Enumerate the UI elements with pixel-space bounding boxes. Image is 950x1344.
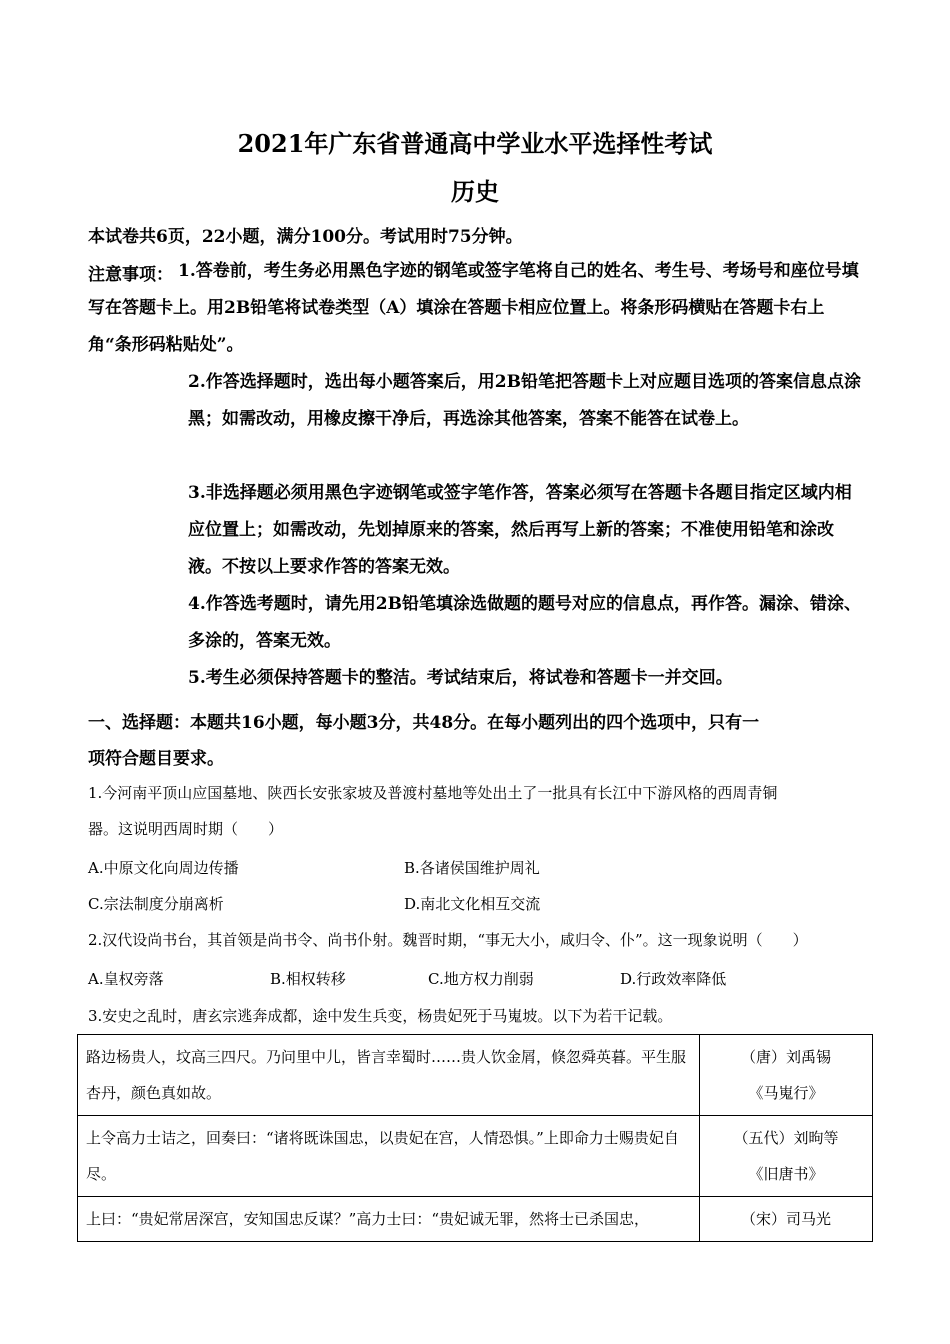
section-heading-line1: 一、选择题：本题共16小题，每小题3分，共48分。在每小题列出的四个选项中，只有一 — [88, 713, 760, 733]
record-text: 路边杨贵人，坟高三四尺。乃问里中儿，皆言幸蜀时……贵人饮金屑，倏忽舜英暮。平生服杏丹，颜色真如故。 — [78, 1035, 700, 1116]
q1-option-c[interactable]: C.宗法制度分崩离析 — [88, 895, 224, 913]
record-text: 上曰：“贵妃常居深宫，安知国忠反谋？”高力士曰：“贵妃诚无罪，然将士已杀国忠， — [78, 1197, 700, 1242]
exam-title: 2021年广东省普通高中学业水平选择性考试 — [237, 129, 713, 158]
record-text: 上令高力士诘之，回奏曰：“诸将既诛国忠，以贵妃在宫，人情恐惧。”上即命力士赐贵妃自尽。 — [78, 1116, 700, 1197]
q3-stem: 3.安史之乱时，唐玄宗逃奔成都，途中发生兵变，杨贵妃死于马嵬坡。以下为若干记载。 — [88, 1007, 673, 1025]
table-row — [78, 1116, 873, 1197]
q1-stem-line1: 1.今河南平顶山应国墓地、陕西长安张家坡及普渡村墓地等处出土了一批具有长江中下游风格的西周青铜 — [88, 784, 778, 802]
q1-option-d[interactable]: D.南北文化相互交流 — [404, 895, 541, 913]
record-author: （唐）刘禹锡 — [740, 1048, 831, 1066]
record-source — [700, 1197, 873, 1242]
notice-item-3: 3.非选择题必须用黑色字迹钢笔或签字笔作答，答案必须写在答题卡各题目指定区域内相应位置上；如需改动，先划掉原来的答案，然后再写上新的答案；不准使用铅笔和涂改液。不按以上要求作答的答案无效。 — [188, 483, 852, 577]
notice-text-1: 1.答卷前，考生务必用黑色字迹的钢笔或签字笔将自己的姓名、考生号、考场号和座位号填写在答题卡上。用2B铅笔将试卷类型（A）填涂在答题卡相应位置上。将条形码横贴在答题卡右上角“条形码粘贴处”。 — [88, 261, 859, 355]
q1-stem-line2: 器。这说明西周时期（ ） — [88, 820, 284, 838]
exam-intro: 本试卷共6页，22小题，满分100分。考试用时75分钟。 — [88, 227, 523, 247]
record-work: 《旧唐书》 — [748, 1165, 824, 1183]
q2-stem: 2.汉代设尚书台，其首领是尚书令、尚书仆射。魏晋时期，“事无大小，咸归令、仆”。这一现象说明（ ） — [88, 931, 808, 949]
record-source — [700, 1035, 873, 1116]
table-row — [78, 1197, 873, 1242]
q3-records-table — [77, 1034, 873, 1242]
notice-item-4: 4.作答选考题时，请先用2B铅笔填涂选做题的题号对应的信息点，再作答。漏涂、错涂、多涂的，答案无效。 — [188, 594, 861, 651]
q2-option-d[interactable]: D.行政效率降低 — [620, 970, 727, 988]
section-heading-line2: 项符合题目要求。 — [88, 749, 224, 769]
notice-item-2: 2.作答选择题时，选出每小题答案后，用2B铅笔把答题卡上对应题目选项的答案信息点涂黑；如需改动，用橡皮擦干净后，再选涂其他答案，答案不能答在试卷上。 — [188, 372, 861, 429]
q1-option-b[interactable]: B.各诸侯国维护周礼 — [404, 859, 540, 877]
record-source — [700, 1116, 873, 1197]
record-work: 《马嵬行》 — [748, 1084, 824, 1102]
notice-item-1 — [88, 253, 864, 364]
exam-subject: 历史 — [451, 177, 499, 206]
q2-option-b[interactable]: B.相权转移 — [270, 970, 346, 988]
q2-option-c[interactable]: C.地方权力削弱 — [428, 970, 534, 988]
table-row — [78, 1035, 873, 1116]
notice-item-5: 5.考生必须保持答题卡的整洁。考试结束后，将试卷和答题卡一并交回。 — [188, 668, 733, 688]
notice-label: 注意事项： — [88, 265, 173, 285]
record-author: （五代）刘昫等 — [733, 1129, 839, 1147]
q1-option-a[interactable]: A.中原文化向周边传播 — [88, 859, 239, 877]
q2-option-a[interactable]: A.皇权旁落 — [88, 970, 164, 988]
record-author: （宋）司马光 — [740, 1210, 831, 1228]
